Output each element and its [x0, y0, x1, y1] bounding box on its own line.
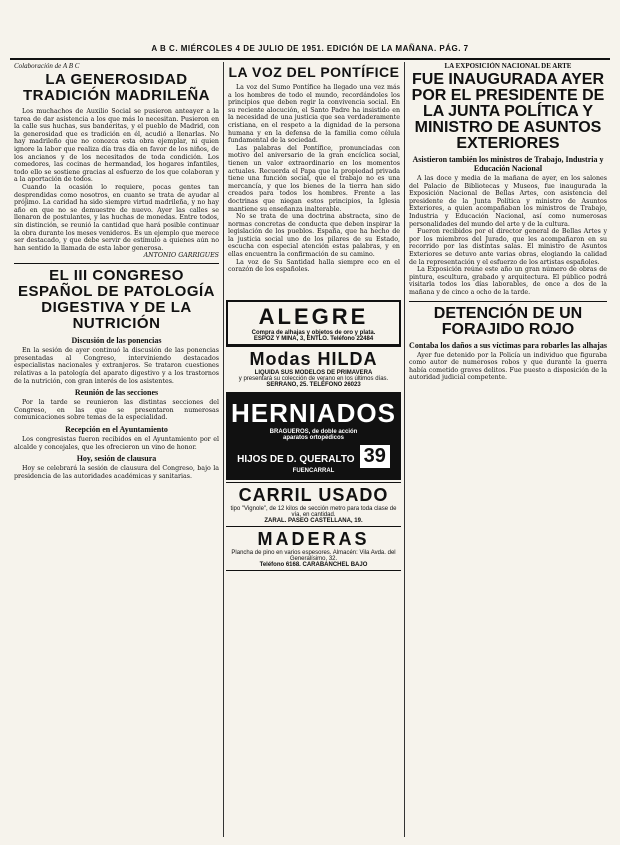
ad-alegre-line: Compra de alhajas y objetos de oro y plata.	[251, 330, 376, 336]
article-paragraph: A las doce y media de la mañana de ayer, en los salones del Palacio de Bibliotecas y Museos, fue inaugurada la Exposición Nacional de Bellas Artes, con asistencia del presidente de la Junta Política y ministro de Asuntos Exteriores, a quien acompañaban los ministros de Trabajo, Industria y Educación Nacional, así como numerosas personalidades del mundo del arte y de la cultura.	[409, 175, 607, 228]
column-divider-2	[404, 62, 405, 837]
section-rule	[409, 301, 607, 302]
article-paragraph: No se trata de una doctrina abstracta, sino de normas concretas de conducta que deben inspirar la legislación de los pueblos. España, que ha hecho de la justicia social uno de los pilares de su Estado, escucha con especial atención estas palabras, y en ellas encuentra la confirmación de su camino.	[228, 213, 400, 259]
article-paragraph: La voz de Su Santidad halla siempre eco en el corazón de los españoles.	[228, 258, 400, 274]
column-kicker: Colaboración de A B C	[14, 62, 80, 70]
headline-forajido: DETENCIÓN DE UN FORAJIDO ROJO	[433, 304, 583, 338]
article-paragraph: Cuando la ocasión lo requiere, pocas gentes tan desprendidas como nosotros, en cuanto se trata de ayudar al prójimo. La caridad ha sido siempre virtud madrileña, y no hay año en que no se demuestre de nuevo. Ayer las calles se llenaron de postulantes, y las huchas de monedas. Entre todos, sin distinción, se reunió la cantidad que hará posible continuar la obra durante los meses venideros. Es un ejemplo que merece ser destacado, y que debe servir de estímulo a quienes aún no han sentido la llamada de esta labor generosa.	[14, 183, 219, 252]
column-divider-1	[223, 62, 224, 837]
ad-herniados-brand: HIJOS DE D. QUERALTO	[237, 454, 355, 465]
subheading: Recepción en el Ayuntamiento	[65, 425, 168, 435]
section-rule	[14, 263, 219, 264]
article-signature: ANTONIO GARRIGUES	[143, 252, 219, 260]
subheading: Discusión de las ponencias	[71, 336, 162, 346]
article-paragraph: Ayer fue detenido por la Policía un individuo que figuraba como autor de numerosos robos y que durante la guerra había cometido graves delitos. Fue puesto a disposición de la autoridad judicial competente.	[409, 351, 607, 382]
headline-exposicion: FUE INAUGURADA AYER POR EL PRESIDENTE DE LA JUNTA POLÍTICA Y MINISTRO DE ASUNTOS EXTERIORES	[411, 71, 605, 152]
column-kicker: LA EXPOSICIÓN NACIONAL DE ARTE	[444, 62, 572, 70]
ad-carril-line: tipo "Vignole", de 12 kilos de sección metro para toda clase de vía, en cantidad.	[230, 506, 397, 518]
ad-maderas-line: Plancha de pino en varios espesores. Almacén: Vila Avda. del Generalísimo, 32.	[231, 550, 396, 562]
ad-herniados-title: HERNIADOS	[230, 398, 396, 428]
ad-hilda-line: y presentará su colección de verano en los últimos días.	[238, 376, 389, 382]
article-paragraph: Las palabras del Pontífice, pronunciadas con motivo del aniversario de la gran encíclica social, tienen un valor extraordinario en los momentos actuales. Recuerda el Papa que la propiedad privada tiene una función social, que el trabajo no es una mercancía, y que los bienes de la tierra han sido creados para todos los hombres. Frente a las doctrinas que niegan estos principios, la Iglesia mantiene su enseñanza inalterable.	[228, 144, 400, 213]
article-paragraph: Los muchachos de Auxilio Social se pusieron anteayer a la tarea de dar asistencia a los que más lo necesitan. Pusieron en la calle sus huchas, sus banderitas, y el pueblo de Madrid, con la generosidad que es tradición en él, acudió a llenarlas. No hay madrileño que no conozca esta obra ejemplar, ni quien ignore la labor que realiza día tras día en favor de los niños, de los ancianos y de los necesitados de toda condición. Los comedores, las cocinas de hermandad, los hogares infantiles, todo ello se sostiene gracias al esfuerzo de los que colaboran y a la aportación de todos.	[14, 108, 219, 184]
ad-herniados-street: FUENCARRAL	[292, 468, 335, 474]
ad-alegre	[226, 300, 401, 346]
advertisements	[226, 300, 401, 571]
ad-carril	[226, 482, 401, 526]
ad-maderas-title: MADERAS	[257, 529, 370, 549]
ad-hilda-address: SERRANO, 25. TELÉFONO 26023	[266, 382, 361, 388]
ad-alegre-address: ESPOZ Y MINA, 3, ENTLO. Teléfono 22484	[253, 336, 374, 342]
column-middle	[228, 62, 400, 298]
page-header: A B C. MIÉRCOLES 4 DE JULIO DE 1951. EDICIÓN DE LA MAÑANA. PÁG. 7	[10, 44, 610, 60]
headline-voz-pontifice: LA VOZ DEL PONTÍFICE	[228, 64, 400, 80]
ad-hilda	[226, 346, 401, 390]
ad-alegre-title: ALEGRE	[258, 304, 369, 329]
column-right	[409, 62, 607, 837]
article-paragraph: Fueron recibidos por el director general de Bellas Artes y por los miembros del Jurado, que les acompañaron en su recorrido por las distintas salas. El ministro de Asuntos Exteriores se detuvo ante varias obras, elogiando la calidad de la representación y el esfuerzo de los artistas españoles.	[409, 228, 607, 266]
article-paragraph: La Exposición reúne este año un gran número de obras de pintura, escultura, grabado y arquitectura. El público podrá visitarla todos los días laborables, de once a dos de la mañana y de cinco a ocho de la tarde.	[409, 266, 607, 296]
ad-hilda-title: Modas HILDA	[249, 349, 378, 369]
headline-generosidad: LA GENEROSIDAD TRADICIÓN MADRILEÑA	[23, 71, 210, 104]
ad-herniados-number: 39	[360, 445, 390, 468]
ad-herniados-line: aparatos ortopédicos	[282, 435, 344, 441]
ad-carril-title: CARRIL USADO	[238, 485, 389, 505]
ad-hilda-line: LIQUIDA SUS MODELOS DE PRIMAVERA	[254, 370, 373, 376]
ad-maderas-address: Teléfono 6168. CARABANCHEL BAJO	[259, 562, 368, 568]
ad-maderas	[226, 526, 401, 571]
column-left	[14, 62, 219, 837]
ad-herniados	[226, 392, 401, 480]
article-paragraph: Los congresistas fueron recibidos en el Ayuntamiento por el alcalde y concejales, que les ofrecieron un vino de honor.	[14, 436, 219, 451]
article-paragraph: Hoy se celebrará la sesión de clausura del Congreso, bajo la presidencia de las autoridades académicas y sanitarias.	[14, 465, 219, 480]
ad-herniados-line: BRAGUEROS, de doble acción	[269, 429, 358, 435]
subheading: Reunión de las secciones	[74, 388, 159, 398]
article-paragraph: En la sesión de ayer continuó la discusión de las ponencias presentadas al Congreso, interviniendo destacados especialistas nacionales y extranjeros. Se trataron cuestiones relativas a la patología del aparato digestivo y a los trastornos de la nutrición, con gran interés de los asistentes.	[14, 347, 219, 385]
article-paragraph: La voz del Sumo Pontífice ha llegado una vez más a los hombres de todo el mundo, recordándoles los principios que deben regir la convivencia social. En su reciente alocución, el Santo Padre ha insistido en la necesidad de una justicia que sea verdaderamente cristiana, en el respeto a la dignidad de la persona humana y en la defensa de la familia como célula fundamental de la sociedad.	[228, 84, 400, 145]
article-paragraph: Por la tarde se reunieron las distintas secciones del Congreso, en las que se presentaron numerosas comunicaciones sobre temas de la especialidad.	[14, 399, 219, 422]
subheading: Contaba los daños a sus víctimas para robarles las alhajas	[409, 340, 607, 350]
subheading: Hoy, sesión de clausura	[76, 454, 157, 464]
subheading: Asistieron también los ministros de Trabajo, Industria y Educación Nacional	[412, 155, 604, 173]
ad-carril-address: ZARAL. PASEO CASTELLANA, 19.	[264, 518, 363, 524]
headline-congreso: EL III CONGRESO ESPAÑOL DE PATOLOGÍA DIGESTIVA Y DE LA NUTRICIÓN	[18, 267, 215, 333]
